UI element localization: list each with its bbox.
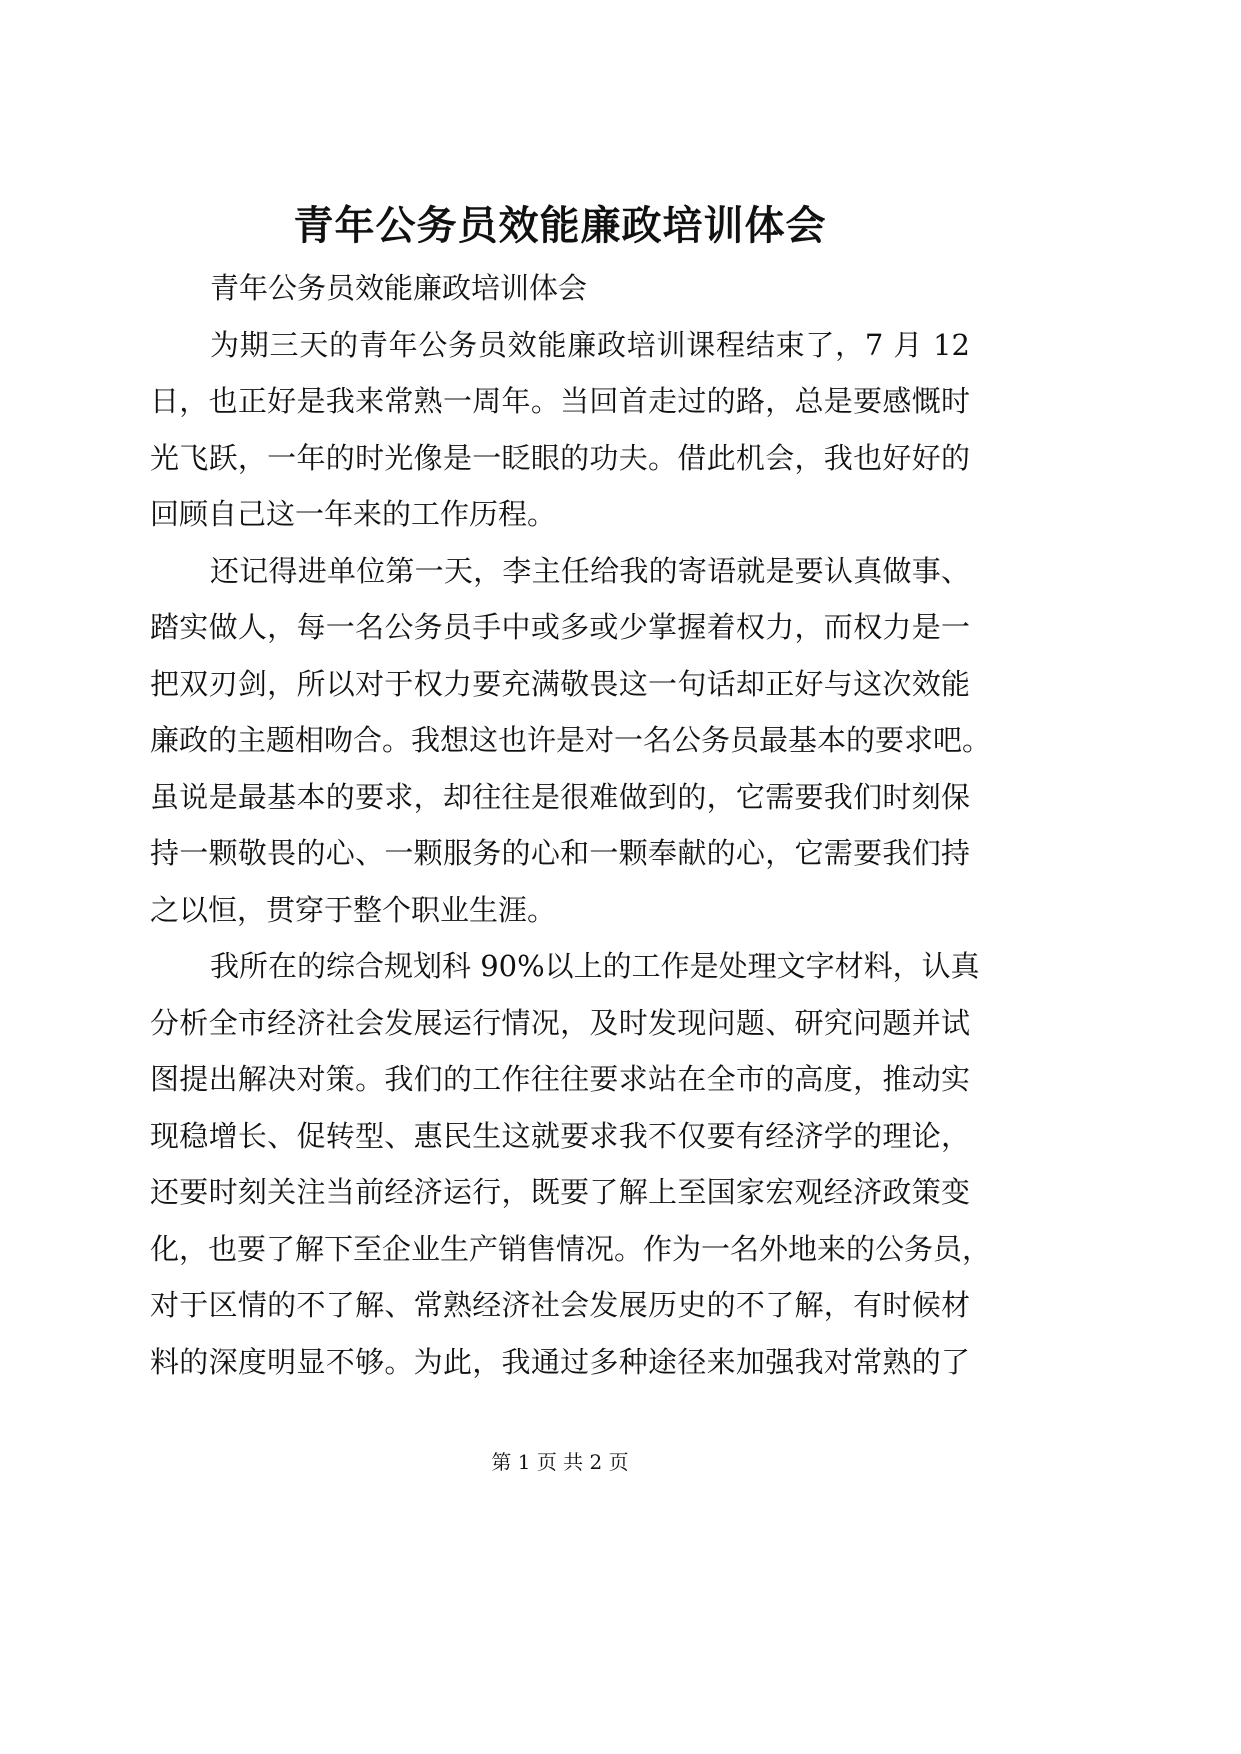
text-line: 之以恒，贯穿于整个职业生涯。 bbox=[150, 892, 557, 927]
text-line: 踏实做人，每一名公务员手中或多或少掌握着权力，而权力是一 bbox=[150, 610, 970, 644]
text-line: 持一颗敬畏的心、一颗服务的心和一颗奉献的心，它需要我们持 bbox=[150, 836, 970, 870]
text-line: 虽说是最基本的要求，却往往是很难做到的，它需要我们时刻保 bbox=[150, 779, 970, 814]
paragraph bbox=[150, 938, 992, 1390]
text-line: 把双刃剑，所以对于权力要充满敬畏这一句话却正好与这次效能 bbox=[150, 666, 970, 701]
document-body bbox=[150, 260, 992, 1390]
text-line: 为期三天的青年公务员效能廉政培训课程结束了，7 月 12 bbox=[210, 327, 970, 362]
text-line: 还记得进单位第一天，李主任给我的寄语就是要认真做事、 bbox=[210, 553, 970, 588]
paragraph bbox=[150, 543, 992, 939]
text-line: 还要时刻关注当前经济运行，既要了解上至国家宏观经济政策变 bbox=[150, 1175, 970, 1209]
text-line: 回顾自己这一年来的工作历程。 bbox=[150, 497, 557, 531]
document-title: 青年公务员效能廉政培训体会 bbox=[293, 202, 827, 249]
text-line: 光飞跃，一年的时光像是一眨眼的功夫。借此机会，我也好好的 bbox=[150, 440, 970, 475]
text-line: 现稳增长、促转型、惠民生这就要求我不仅要有经济学的理论， bbox=[150, 1118, 970, 1153]
page-footer: 第 1 页 共 2 页 bbox=[491, 1450, 629, 1474]
text-line: 图提出解决对策。我们的工作往往要求站在全市的高度，推动实 bbox=[150, 1062, 970, 1096]
text-line: 我所在的综合规划科 90%以上的工作是处理文字材料，认真 bbox=[210, 949, 980, 983]
text-line: 分析全市经济社会发展运行情况，及时发现问题、研究问题并试 bbox=[150, 1005, 970, 1040]
paragraph bbox=[150, 317, 970, 543]
text-line: 青年公务员效能廉政培训体会 bbox=[210, 271, 588, 305]
subtitle bbox=[150, 260, 970, 317]
text-line: 日，也正好是我来常熟一周年。当回首走过的路，总是要感慨时 bbox=[150, 384, 970, 418]
text-line: 料的深度明显不够。为此，我通过多种途径来加强我对常熟的了 bbox=[150, 1344, 970, 1379]
text-line: 对于区情的不了解、常熟经济社会发展历史的不了解，有时候材 bbox=[150, 1288, 970, 1322]
text-line: 廉政的主题相吻合。我想这也许是对一名公务员最基本的要求吧。 bbox=[150, 723, 992, 757]
text-line: 化，也要了解下至企业生产销售情况。作为一名外地来的公务员， bbox=[150, 1231, 992, 1266]
